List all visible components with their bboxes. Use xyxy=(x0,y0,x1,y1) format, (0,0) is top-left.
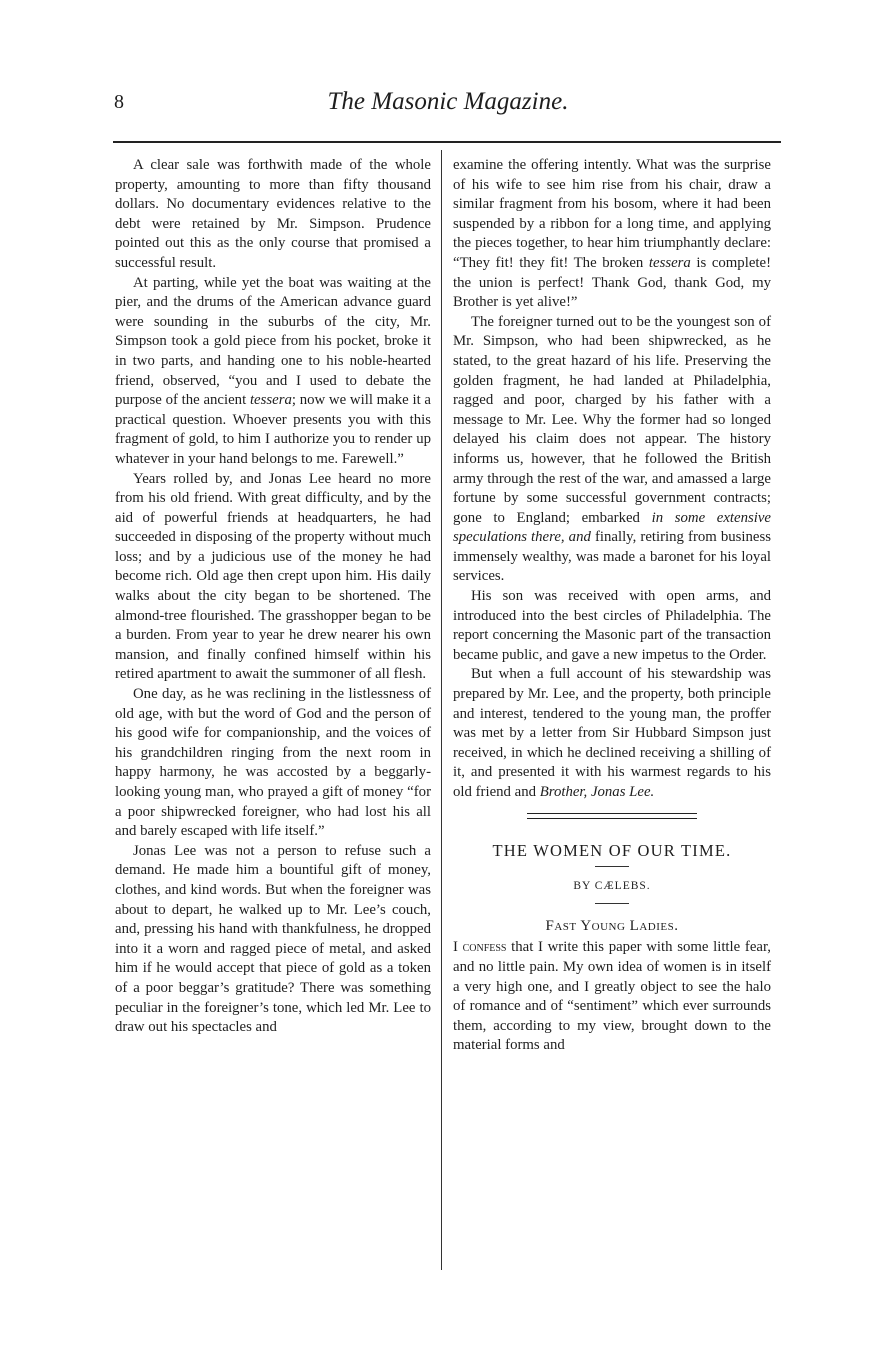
paragraph: His son was received with open arms, and introduced into the best circles of Philadelphia. The report concerning the Masonic part of the transaction became public, and gave a new impetus to the Order. xyxy=(453,588,771,663)
paragraph: A clear sale was forthwith made of the whole property, amounting to more than fifty thousand dollars. No documentary evidences relative to the debt were retained by Mr. Simpson. Prudence pointed out this as the only course that promised a successful result. xyxy=(115,157,431,271)
article-first-paragraph xyxy=(453,938,771,1056)
title-rule xyxy=(595,866,629,867)
lead-word: I confess xyxy=(453,939,507,956)
paragraph: But when a full account of his stewardship was prepared by Mr. Lee, and the property, both principle and interest, tendered to the young man, the proffer was met by a letter from Sir Hubbard Simpson just received, in which he declined receiving a shilling of it, and presented it with his warmest regards to his old friend and Brother, Jonas Lee. xyxy=(453,666,771,800)
byline-rule xyxy=(595,903,629,904)
left-column xyxy=(115,156,431,1038)
article-subheading: Fast Young Ladies. xyxy=(545,917,679,934)
right-column xyxy=(453,156,771,1056)
paragraph-text: that I write this paper with some little fear, and no little pain. My own idea of women is in itself a very high one, and I greatly object to see the halo of romance and of “sentiment” which ever surrounds them, according to my view, brought down to the material forms and xyxy=(453,939,771,1054)
paragraph: The foreigner turned out to be the youngest son of Mr. Simpson, who had been shipwrecked, as he stated, to the great hazard of his life. Preserving the golden fragment, he had landed at Philadelphia, ragged and poor, charged by his father with a message to Mr. Lee. Why the former had so longed delayed his claim does not appear. The history informs us, however, that he followed the British army through the rest of the war, and amassed a large fortune by some successful government contracts; gone to England; embarked in some extensive speculations there, and finally, retiring from business immensely wealthy, was made a baronet for his loyal services. xyxy=(453,313,771,585)
paragraph: examine the offering intently. What was the surprise of his wife to see him rise from his chair, draw a similar fragment from his bosom, where it had been suspended by a ribbon for a long time, and applying the pieces together, to hear him triumphantly declare: “They fit! they fit! The broken tessera is complete! the union is perfect! Thank God, thank God, my Brother is yet alive!” xyxy=(453,157,771,311)
article-title: THE WOMEN OF OUR TIME. xyxy=(492,840,732,860)
column-divider xyxy=(441,150,442,1270)
paragraph: Years rolled by, and Jonas Lee heard no more from his old friend. With great difficulty, and by the aid of powerful friends at headquarters, he had succeeded in disposing of the property without much loss; and by a judicious use of the money he had become rich. Old age then crept upon him. His daily walks about the city began to be shortened. The almond-tree flourished. The grasshopper began to be a burden. From year to year he drew nearer his own mansion, and finally confined himself within his retired apartment to await the summoner of all flesh. xyxy=(115,470,431,683)
paragraph: At parting, while yet the boat was waiting at the pier, and the drums of the American advance guard were sounding in the suburbs of the city, Mr. Simpson took a gold piece from his pocket, broke it in two parts, and handing one to his noble-hearted friend, observed, “you and I used to debate the purpose of the ancient tessera; now we will make it a practical question. Whoever presents you with this fragment of gold, to him I authorize you to render up whatever in your hand belongs to me. Farewell.” xyxy=(115,274,431,467)
section-separator xyxy=(527,813,697,819)
article-byline: BY CÆLEBS. xyxy=(573,880,651,893)
paragraph: Jonas Lee was not a person to refuse such a demand. He made him a bountiful gift of money, clothes, and kind words. But when the foreigner was about to depart, he walked up to Mr. Lee’s couch, and, pressing his hand with thankfulness, he dropped into it a worn and ragged piece of metal, and asked him if he would accept that piece of gold as a token of a poor beggar’s gratitude? There was something peculiar in the foreigner’s tone, which led Mr. Lee to draw out his spectacles and xyxy=(115,842,431,1036)
page-number: 8 xyxy=(114,91,124,113)
running-title: The Masonic Magazine. xyxy=(327,88,569,115)
header-rule xyxy=(113,141,781,143)
paragraph: One day, as he was reclining in the listlessness of old age, with but the word of God and the person of his good wife for companionship, and the voices of his grandchildren ringing from the next room in happy harmony, he was accosted by a beggarly-looking young man, who prayed a gift of money “for a poor shipwrecked foreigner, who had lost his all and barely escaped with life itself.” xyxy=(115,686,431,840)
